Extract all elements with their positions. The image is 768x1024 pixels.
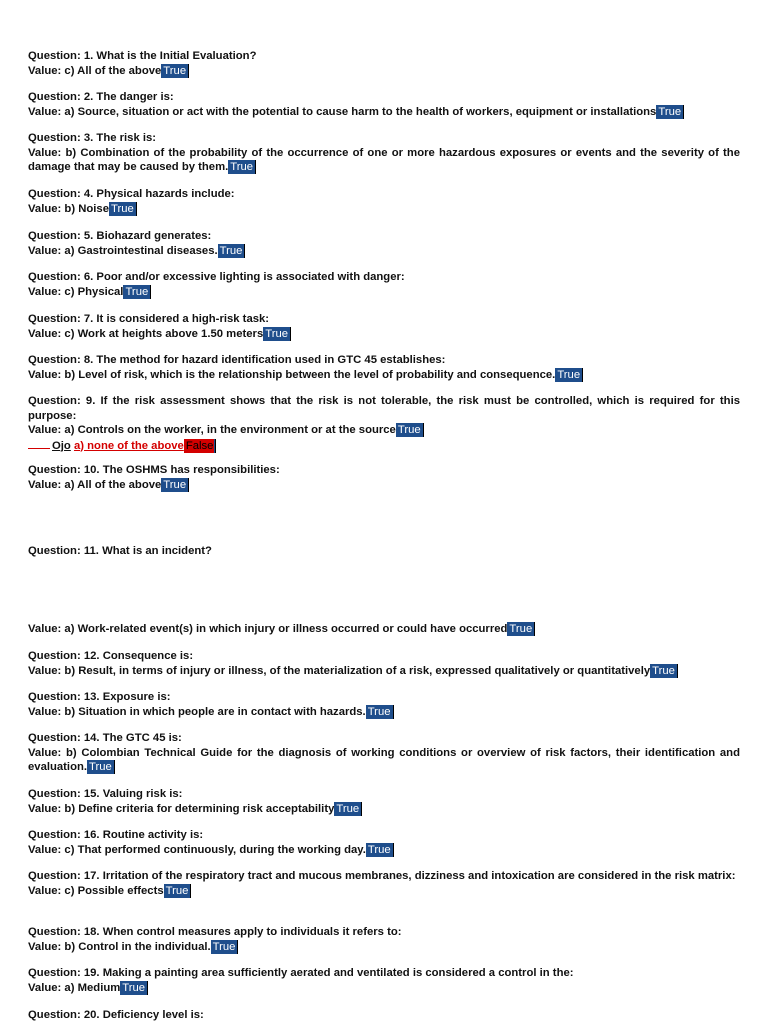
qa-item-3 (28, 131, 740, 175)
question-text: Question: 14. The GTC 45 is: (28, 732, 182, 744)
answer-text: Value: b) Combination of the probability of the occurrence of one or more hazardous exposures or events and the severity of the damage that may be caused by them. (28, 146, 740, 173)
question-text: Question: 5. Biohazard generates: (28, 230, 212, 242)
true-badge: True (122, 981, 146, 994)
true-badge: True (367, 843, 391, 856)
qa-item-2 (28, 90, 740, 119)
qa-item-4 (28, 187, 740, 216)
question-text: Question: 3. The risk is: (28, 132, 157, 144)
true-badge: True (163, 478, 187, 491)
question-text: Question: 12. Consequence is: (28, 650, 194, 662)
answer-text: Value: a) Source, situation or act with the potential to cause harm to the health of workers, equipment or installations (28, 105, 657, 118)
question-text: Question: 9. If the risk assessment shows that the risk is not tolerable, the risk must be controlled, which is required for this purpose: (28, 395, 740, 422)
answer-text: Value: b) Level of risk, which is the relationship between the level of probability and consequence. (28, 368, 556, 381)
answer-text: Value: b) Situation in which people are in contact with hazards. (28, 705, 366, 718)
qa-item-11-answer (28, 622, 740, 637)
true-badge: True (557, 368, 581, 381)
question-text: Question: 6. Poor and/or excessive lighting is associated with danger: (28, 271, 405, 283)
true-badge: True (89, 761, 112, 773)
qa-item-12 (28, 649, 740, 678)
answer-text: Value: b) Define criteria for determining risk acceptability (28, 802, 335, 815)
answer-text: Value: c) Work at heights above 1.50 meters (28, 327, 264, 340)
question-text: Question: 1. What is the Initial Evaluation? (28, 50, 257, 62)
answer-text: Value: c) Physical (28, 285, 124, 298)
qa-item-18 (28, 925, 740, 954)
qa-item-13 (28, 690, 740, 719)
true-badge: True (125, 285, 149, 298)
question-text: Question: 16. Routine activity is: (28, 829, 204, 841)
qa-item-16 (28, 828, 740, 857)
question-text: Question: 10. The OSHMS has responsibilities: (28, 464, 280, 476)
question-text: Question: 20. Deficiency level is: (28, 1009, 204, 1021)
qa-item-6 (28, 270, 740, 299)
qa-item-9 (28, 394, 740, 453)
true-badge: True (110, 202, 134, 215)
note-tag: Ojo (52, 439, 71, 452)
qa-item-20 (28, 1008, 740, 1023)
question-text: Question: 18. When control measures apply to individuals it refers to: (28, 926, 402, 938)
qa-item-10 (28, 463, 740, 492)
qa-item-1 (28, 49, 740, 78)
true-badge: True (509, 623, 533, 635)
question-text: Question: 11. What is an incident? (28, 545, 212, 557)
qa-item-8 (28, 353, 740, 382)
question-text: Question: 7. It is considered a high-risk task: (28, 313, 270, 325)
answer-text: Value: a) Work-related event(s) in which injury or illness occurred or could have occurred (28, 623, 508, 635)
answer-text: Value: b) Control in the individual. (28, 940, 211, 953)
answer-text: Value: a) All of the above (28, 478, 162, 491)
true-badge: True (165, 884, 189, 897)
correction-note (28, 438, 740, 454)
question-text: Question: 4. Physical hazards include: (28, 188, 235, 200)
false-badge: False (185, 439, 214, 452)
qa-item-5 (28, 229, 740, 258)
question-text: Question: 15. Valuing risk is: (28, 788, 183, 800)
answer-text: Value: a) Controls on the worker, in the environment or at the source (28, 424, 396, 436)
question-text: Question: 2. The danger is: (28, 91, 174, 103)
true-badge: True (265, 327, 289, 340)
qa-item-17 (28, 869, 740, 898)
true-badge: True (658, 105, 682, 118)
true-badge: True (652, 664, 675, 677)
answer-text: Value: c) That performed continuously, during the working day. (28, 843, 366, 856)
answer-text: Value: a) Medium (28, 981, 121, 994)
answer-text: Value: b) Result, in terms of injury or illness, of the materialization of a risk, expressed qualitatively or quantitatively (28, 664, 651, 677)
question-text: Question: 19. Making a painting area sufficiently aerated and ventilated is considered a control in the: (28, 967, 574, 979)
true-badge: True (230, 161, 254, 173)
true-badge: True (219, 244, 243, 257)
qa-item-7 (28, 312, 740, 341)
qa-item-14 (28, 731, 740, 775)
answer-text: Value: c) Possible effects (28, 884, 164, 897)
answer-text: Value: b) Noise (28, 202, 109, 215)
question-text: Question: 8. The method for hazard identification used in GTC 45 establishes: (28, 354, 446, 366)
qa-item-11 (28, 544, 740, 559)
question-text: Question: 13. Exposure is: (28, 691, 171, 703)
qa-item-19 (28, 966, 740, 995)
answer-text: Value: c) All of the above (28, 64, 162, 77)
qa-item-15 (28, 787, 740, 816)
true-badge: True (367, 705, 391, 718)
note-text: a) none of the above (73, 439, 184, 452)
true-badge: True (163, 64, 187, 77)
true-badge: True (212, 940, 236, 953)
answer-text: Value: b) Colombian Technical Guide for the diagnosis of working conditions or overview of risk factors, their identification and evaluation. (28, 746, 740, 773)
true-badge: True (336, 802, 360, 815)
answer-text: Value: a) Gastrointestinal diseases. (28, 244, 218, 257)
true-badge: True (397, 424, 421, 436)
red-underline (28, 438, 50, 449)
question-text: Question: 17. Irritation of the respiratory tract and mucous membranes, dizziness and intoxication are considered in the risk matrix: (28, 870, 736, 882)
